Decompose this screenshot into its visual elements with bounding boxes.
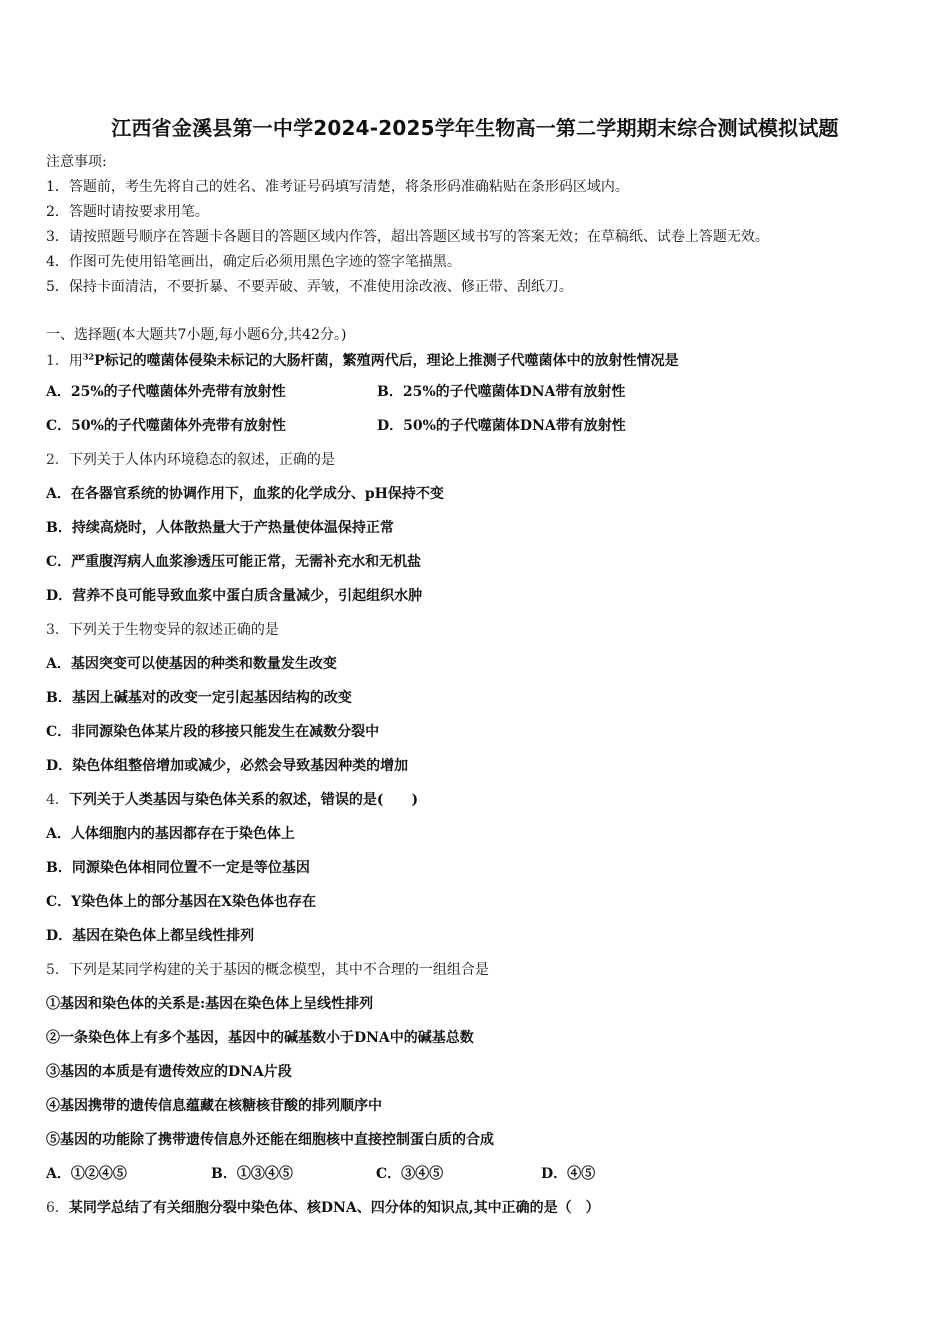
option-a: A．基因突变可以使基因的种类和数量发生改变: [46, 656, 337, 672]
option-d: D．50%的子代噬菌体DNA带有放射性: [377, 418, 626, 434]
question-number: 2．: [46, 452, 69, 468]
question-1-options-row-1: [46, 375, 926, 409]
notes-item: 1．答题前，考生先将自己的姓名、准考证号码填写清楚，将条形码准确粘贴在条形码区域内。: [46, 179, 629, 195]
option-d: D．基因在染色体上都呈线性排列: [46, 928, 255, 944]
option-d: D．营养不良可能导致血浆中蛋白质含量减少，引起组织水肿: [46, 588, 423, 604]
question-text: 某同学总结了有关细胞分裂中染色体、核DNA、四分体的知识点,其中正确的是（ ）: [68, 1200, 600, 1216]
option-c: C．Y染色体上的部分基因在X染色体也存在: [46, 894, 316, 910]
option-d: D．④⑤: [541, 1166, 596, 1182]
section-title: 一、选择题(本大题共7小题,每小题6分,共42分。): [46, 327, 347, 343]
question-1-options-row-2: [46, 409, 926, 443]
page-title: 江西省金溪县第一中学2024-2025学年生物高一第二学期期末综合测试模拟试题: [111, 116, 839, 140]
option-c: C．严重腹泻病人血浆渗透压可能正常，无需补充水和无机盐: [46, 554, 422, 570]
question-number: 6．: [46, 1200, 69, 1216]
option-b: B．同源染色体相同位置不一定是等位基因: [46, 860, 310, 876]
option-c: C．③④⑤: [376, 1166, 444, 1182]
option-a: A．人体细胞内的基因都存在于染色体上: [46, 826, 295, 842]
option-d: D．染色体组整倍增加或减少，必然会导致基因种类的增加: [46, 758, 409, 774]
question-text: P标记的噬菌体侵染未标记的大肠杆菌，繁殖两代后，理论上推测子代噬菌体中的放射性情况是: [94, 353, 679, 369]
notes-item: 3．请按照题号顺序在答题卡各题目的答题区域内作答，超出答题区域书写的答案无效；在草稿纸、试卷上答题无效。: [46, 229, 769, 245]
statement-3: ③基因的本质是有遗传效应的DNA片段: [46, 1064, 292, 1080]
question-5-stem: [46, 953, 926, 987]
question-1-stem: [46, 347, 926, 375]
notes-heading: 注意事项:: [46, 154, 107, 170]
question-4-stem: [46, 783, 926, 817]
question-number: 3．: [46, 622, 69, 638]
question-5-options: [46, 1157, 926, 1191]
question-text: 下列关于人类基因与染色体关系的叙述，错误的是( ): [68, 792, 419, 808]
statement-5: ⑤基因的功能除了携带遗传信息外还能在细胞核中直接控制蛋白质的合成: [46, 1132, 494, 1148]
notes-item: 2．答题时请按要求用笔。: [46, 204, 209, 220]
superscript: 32: [82, 351, 95, 362]
option-c: C．非同源染色体某片段的移接只能发生在减数分裂中: [46, 724, 380, 740]
question-number: 4．: [46, 792, 69, 808]
notes-item: 5．保持卡面清洁，不要折暴、不要弄破、弄皱，不准使用涂改液、修正带、刮纸刀。: [46, 279, 573, 295]
question-text: 下列是某同学构建的关于基因的概念模型，其中不合理的一组组合是: [68, 962, 489, 978]
option-a: A．在各器官系统的协调作用下，血浆的化学成分、pH保持不变: [46, 486, 444, 502]
option-b: B．25%的子代噬菌体DNA带有放射性: [377, 384, 626, 400]
question-number: 5．: [46, 962, 69, 978]
question-number: 1．: [46, 353, 69, 369]
statement-1: ①基因和染色体的关系是:基因在染色体上呈线性排列: [46, 996, 374, 1012]
notes-item: 4．作图可先使用铅笔画出，确定后必须用黑色字迹的签字笔描黑。: [46, 254, 461, 270]
option-a: A．25%的子代噬菌体外壳带有放射性: [46, 384, 286, 400]
option-a: A．①②④⑤: [46, 1166, 127, 1182]
statement-2: ②一条染色体上有多个基因，基因中的碱基数小于DNA中的碱基总数: [46, 1030, 474, 1046]
option-b: B．持续高烧时，人体散热量大于产热量使体温保持正常: [46, 520, 394, 536]
questions-block: [46, 323, 926, 1225]
statement-4: ④基因携带的遗传信息蕴藏在核糖核苷酸的排列顺序中: [46, 1098, 382, 1114]
question-text: 用: [68, 353, 83, 369]
notes-block: [46, 150, 926, 300]
option-b: B．基因上碱基对的改变一定引起基因结构的改变: [46, 690, 352, 706]
question-6-stem: [46, 1191, 926, 1225]
question-3-stem: [46, 613, 926, 647]
question-text: 下列关于人体内环境稳态的叙述，正确的是: [68, 452, 335, 468]
question-text: 下列关于生物变异的叙述正确的是: [68, 622, 279, 638]
option-c: C．50%的子代噬菌体外壳带有放射性: [46, 418, 286, 434]
question-2-stem: [46, 443, 926, 477]
option-b: B．①③④⑤: [211, 1166, 293, 1182]
